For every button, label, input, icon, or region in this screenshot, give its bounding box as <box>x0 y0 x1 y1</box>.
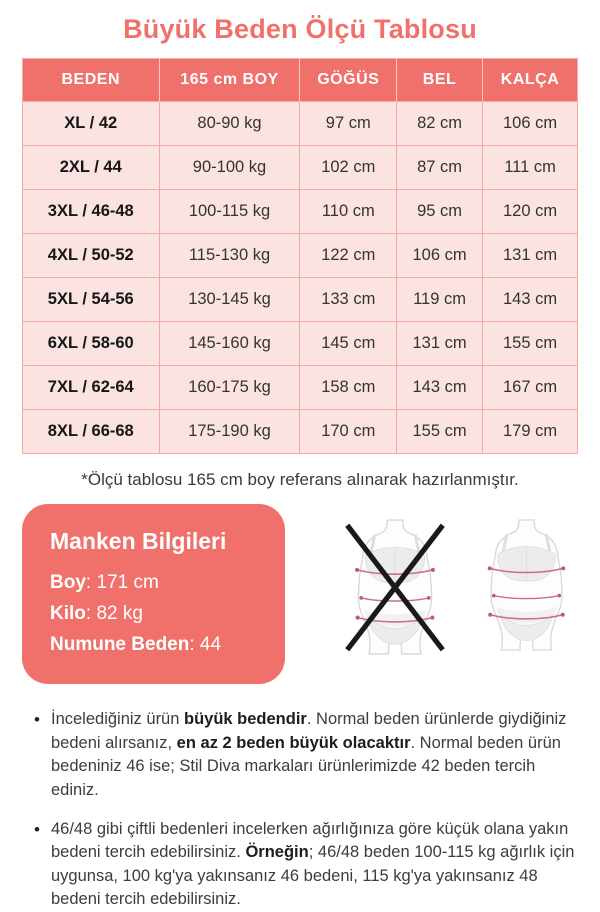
cell-size: 6XL / 58-60 <box>23 322 160 366</box>
cell-weight: 90-100 kg <box>159 146 300 190</box>
cell-weight: 130-145 kg <box>159 278 300 322</box>
cell-bust: 170 cm <box>300 410 397 454</box>
cell-waist: 87 cm <box>397 146 483 190</box>
cell-bust: 158 cm <box>300 366 397 410</box>
cell-weight: 175-190 kg <box>159 410 300 454</box>
table-row <box>23 322 578 366</box>
cell-waist: 82 cm <box>397 102 483 146</box>
model-sample-size: Numune Beden: 44 <box>50 633 222 655</box>
cell-waist: 95 cm <box>397 190 483 234</box>
column-header-kalca: KALÇA <box>483 59 578 102</box>
table-row <box>23 410 578 454</box>
bullet-size-info: • İncelediğiniz ürün büyük bedendir. Normal beden ürünlerde giydiğiniz bedeni alırsanız, en az 2 beden büyük olacaktır. Normal beden ürün bedeniniz 46 ise; Stil Diva markaları ürünlerimizde 42 beden tercih ediniz. <box>34 708 580 802</box>
cell-bust: 97 cm <box>300 102 397 146</box>
cell-bust: 102 cm <box>300 146 397 190</box>
bullet-double-size-info: • 46/48 gibi çiftli bedenleri incelerken ağırlığınıza göre küçük olana yakın bedeni tercih edebilirsiniz. Örneğin; 46/48 beden 100-115 kg ağırlık için uygunsa, 100 kg'ya yakınsanız 46 bedeni, 115 kg'ya yakınsanız 48 bedeni tercih edebilirsiniz. <box>34 818 580 912</box>
cell-size: 2XL / 44 <box>23 146 160 190</box>
cell-bust: 110 cm <box>300 190 397 234</box>
table-row <box>23 234 578 278</box>
cell-weight: 160-175 kg <box>159 366 300 410</box>
model-info-card <box>22 504 285 684</box>
cell-waist: 119 cm <box>397 278 483 322</box>
cell-hip: 167 cm <box>483 366 578 410</box>
cell-weight: 100-115 kg <box>159 190 300 234</box>
measured-body-icon <box>476 518 577 656</box>
cell-weight: 80-90 kg <box>159 102 300 146</box>
table-row <box>23 190 578 234</box>
table-row <box>23 102 578 146</box>
cell-hip: 155 cm <box>483 322 578 366</box>
model-height: Boy: 171 cm <box>50 572 159 593</box>
model-info-section <box>22 504 600 684</box>
cell-weight: 145-160 kg <box>159 322 300 366</box>
cell-size: 8XL / 66-68 <box>23 410 160 454</box>
cell-hip: 143 cm <box>483 278 578 322</box>
crossed-out-body-icon <box>343 518 447 660</box>
body-figures <box>343 518 577 660</box>
cell-weight: 115-130 kg <box>159 234 300 278</box>
cell-size: XL / 42 <box>23 102 160 146</box>
column-header-boy: 165 cm BOY <box>159 59 300 102</box>
cell-bust: 133 cm <box>300 278 397 322</box>
column-header-bel: BEL <box>397 59 483 102</box>
column-header-gogus: GÖĞÜS <box>300 59 397 102</box>
model-info-title: Manken Bilgileri <box>50 528 227 554</box>
column-header-beden: BEDEN <box>23 59 160 102</box>
cell-size: 7XL / 62-64 <box>23 366 160 410</box>
cell-waist: 106 cm <box>397 234 483 278</box>
cell-hip: 120 cm <box>483 190 578 234</box>
table-row <box>23 146 578 190</box>
cell-hip: 179 cm <box>483 410 578 454</box>
info-bullet-list <box>0 708 600 912</box>
cell-waist: 143 cm <box>397 366 483 410</box>
cell-hip: 111 cm <box>483 146 578 190</box>
cell-size: 4XL / 50-52 <box>23 234 160 278</box>
cell-bust: 145 cm <box>300 322 397 366</box>
cell-size: 5XL / 54-56 <box>23 278 160 322</box>
table-row <box>23 366 578 410</box>
cell-hip: 131 cm <box>483 234 578 278</box>
cell-waist: 131 cm <box>397 322 483 366</box>
cell-bust: 122 cm <box>300 234 397 278</box>
page-title: Büyük Beden Ölçü Tablosu <box>123 14 477 44</box>
table-header-row <box>23 59 578 102</box>
size-table <box>22 58 578 454</box>
cell-size: 3XL / 46-48 <box>23 190 160 234</box>
reference-note: *Ölçü tablosu 165 cm boy referans alınarak hazırlanmıştır. <box>81 470 519 489</box>
model-weight: Kilo: 82 kg <box>50 602 143 624</box>
cell-hip: 106 cm <box>483 102 578 146</box>
table-row <box>23 278 578 322</box>
cell-waist: 155 cm <box>397 410 483 454</box>
